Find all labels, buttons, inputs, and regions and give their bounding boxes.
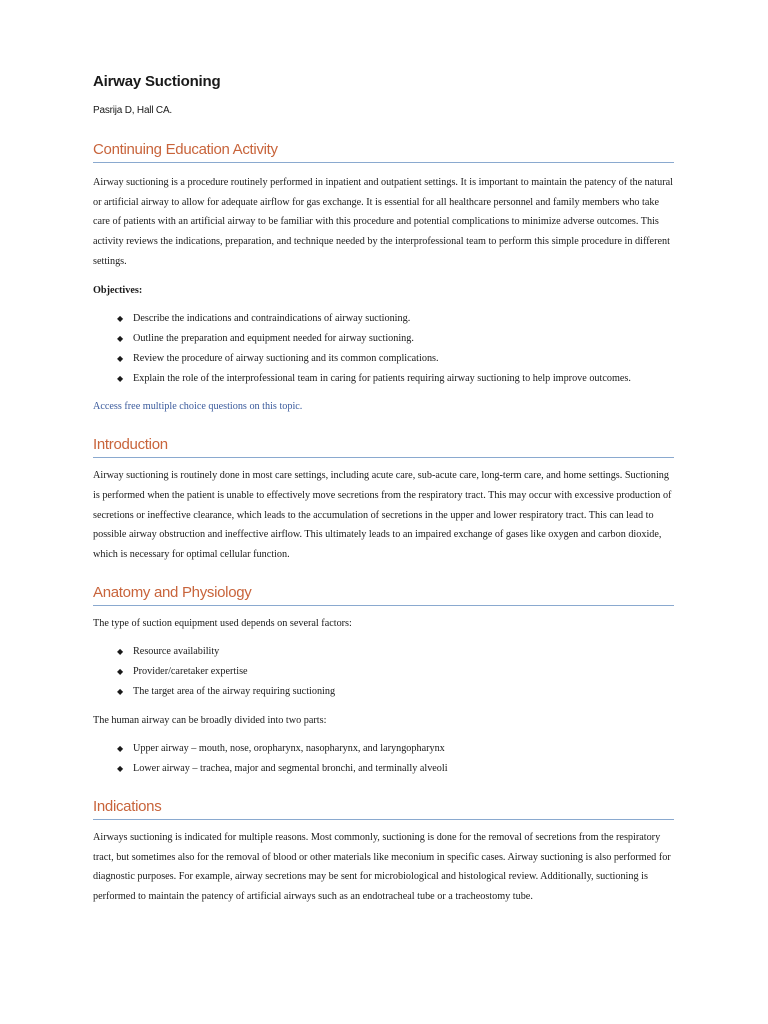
objectives-list [93,309,674,388]
factors-list [93,642,674,701]
introduction-heading: Introduction [93,435,674,458]
bullet-icon: ◆ [117,334,124,344]
bullet-icon: ◆ [117,353,124,363]
bullet-icon: ◆ [117,373,124,383]
bullet-icon: ◆ [117,314,124,324]
list-item: ◆ Upper airway – mouth, nose, oropharynx, nasopharynx, and laryngopharynx [117,739,674,759]
bullet-icon: ◆ [117,647,124,657]
anatomy-paragraph-1: The type of suction equipment used depends on several factors: [93,617,352,629]
cea-paragraph: Airway suctioning is a procedure routinely performed in inpatient and outpatient settings. It is important to maintain the patency of the natural or artificial airway to allow for adequate airflow for gas exchange. It is essential for all healthcare personnel and family members who take care of patients with an artificial airway to be familiar with this procedure and potential complications to minimize adverse outcomes. This activity reviews the indications, preparation, and technique needed by the interprofessional team to perform this simple procedure in different settings. [93,177,673,267]
list-item: ◆ Outline the preparation and equipment needed for airway suctioning. [117,329,674,349]
list-item: ◆ Resource availability [117,642,674,662]
list-item: ◆ Provider/caretaker expertise [117,662,674,682]
indications-paragraph: Airways suctioning is indicated for multiple reasons. Most commonly, suctioning is done for the removal of secretions from the respiratory tract, but sometimes also for the removal of blood or other materials like meconium in specific cases. Airway suctioning is also performed for diagnostic purposes. For example, airway secretions may be sent for microbiological and histological review. Additionally, suctioning is performed to maintain the patency of artificial airways such as an endotracheal tube or a tracheostomy tube. [93,832,671,903]
list-item: ◆ Explain the role of the interprofessional team in caring for patients requiring airway suctioning to help improve outcomes. [117,369,674,389]
article-authors: Pasrija D, Hall CA. [93,105,172,116]
list-item: ◆ Review the procedure of airway suctioning and its common complications. [117,349,674,369]
bullet-icon: ◆ [117,667,124,677]
airway-parts-list [93,739,674,779]
anatomy-paragraph-2: The human airway can be broadly divided into two parts: [93,714,327,726]
bullet-icon: ◆ [117,764,124,774]
objectives-label: Objectives: [93,284,143,296]
bullet-icon: ◆ [117,744,124,754]
article-title: Airway Suctioning [93,73,221,90]
mcq-link[interactable]: Access free multiple choice questions on this topic. [93,401,303,413]
list-item: ◆ Describe the indications and contraindications of airway suctioning. [117,309,674,329]
list-item: ◆ The target area of the airway requiring suctioning [117,682,674,702]
introduction-paragraph: Airway suctioning is routinely done in most care settings, including acute care, sub-acute care, long-term care, and home settings. Suctioning is performed when the patient is unable to effectively move secretions from the respiratory tract. This may occur with excessive production of secretions or ineffective clearance, which leads to the accumulation of secretions in the upper and lower respiratory tract. This can lead to possible airway obstruction and ineffective airflow. This ultimately leads to an impaired exchange of gases like oxygen and carbon dioxide, which is necessary for optimal cellular function. [93,470,672,560]
anatomy-heading: Anatomy and Physiology [93,583,674,606]
cea-heading: Continuing Education Activity [93,140,674,163]
list-item: ◆ Lower airway – trachea, major and segmental bronchi, and terminally alveoli [117,759,674,779]
bullet-icon: ◆ [117,686,124,696]
indications-heading: Indications [93,797,674,820]
